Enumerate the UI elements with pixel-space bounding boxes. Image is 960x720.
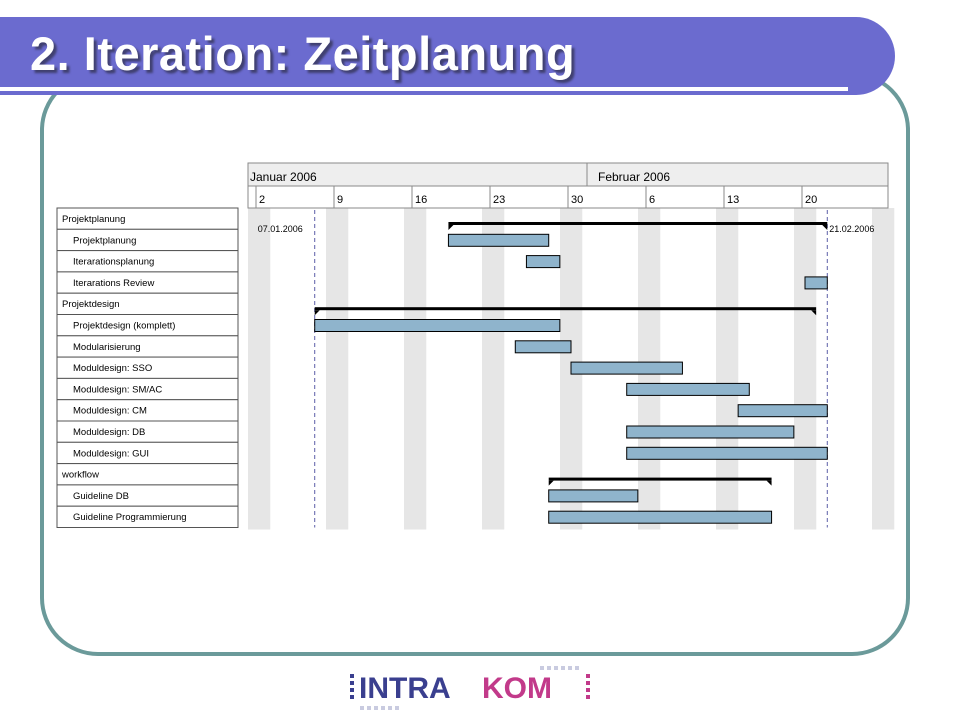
summary-cap-right: [822, 225, 827, 230]
task-bar: [627, 426, 794, 438]
summary-cap-left: [448, 225, 453, 230]
intrakom-logo: [350, 664, 590, 714]
week-label: 23: [493, 194, 506, 206]
task-bar: [526, 256, 559, 268]
week-label: 16: [415, 194, 428, 206]
task-bar: [738, 405, 827, 417]
week-label: 30: [571, 194, 584, 206]
task-bar: [315, 320, 560, 332]
task-name: Moduldesign: SM/AC: [73, 384, 163, 396]
weekend-shade: [872, 208, 894, 530]
weekend-shade: [326, 208, 348, 530]
task-name: Guideline DB: [73, 490, 129, 502]
task-name: workflow: [62, 469, 99, 481]
weekend-shade: [404, 208, 426, 530]
summary-bar: [448, 222, 827, 225]
summary-cap-right: [767, 481, 772, 486]
task-name: Projektplanung: [62, 214, 126, 225]
task-name: Moduldesign: SSO: [73, 363, 153, 375]
task-name: Iterarationsplanung: [73, 256, 155, 268]
summary-bar: [315, 307, 816, 310]
weekend-shade: [716, 208, 738, 530]
summary-cap-left: [315, 310, 320, 315]
week-label: 2: [259, 194, 266, 206]
weekend-shade: [482, 208, 504, 530]
logo-text-right: KOM: [482, 672, 552, 705]
month-label: Januar 2006: [250, 170, 317, 184]
task-bar: [448, 234, 548, 246]
task-name: Projektdesign: [62, 299, 120, 311]
week-label: 13: [727, 194, 740, 206]
week-label: 6: [649, 194, 656, 206]
task-bar: [571, 362, 682, 374]
task-bar: [549, 490, 638, 502]
task-name: Projektplanung: [73, 235, 137, 247]
month-row: [248, 163, 888, 186]
slide-title: 2. Iteration: Zeitplanung: [30, 27, 576, 80]
logo-text-left: INTRA: [359, 672, 451, 705]
weekend-shade: [794, 208, 816, 530]
month-label: Februar 2006: [598, 170, 671, 184]
task-bar: [805, 277, 827, 289]
task-name: Guideline Programmierung: [73, 512, 187, 524]
summary-cap-left: [549, 481, 554, 486]
task-name: Iterarations Review: [73, 277, 155, 289]
week-label: 9: [337, 194, 344, 206]
task-bar: [549, 511, 772, 523]
task-name: Moduldesign: DB: [73, 427, 146, 438]
start-marker-label: 07.01.2006: [257, 224, 303, 234]
task-name: Moduldesign: GUI: [73, 448, 150, 460]
end-marker-label: 21.02.2006: [829, 224, 875, 234]
task-bar: [515, 341, 571, 353]
weekend-shade: [248, 208, 270, 530]
task-name: Moduldesign: CM: [73, 405, 147, 417]
summary-bar: [549, 478, 772, 481]
task-name: Modularisierung: [73, 341, 141, 353]
task-name: Projektdesign (komplett): [73, 320, 176, 332]
week-label: 20: [805, 194, 818, 206]
task-bar: [627, 383, 750, 395]
task-bar: [627, 447, 828, 459]
